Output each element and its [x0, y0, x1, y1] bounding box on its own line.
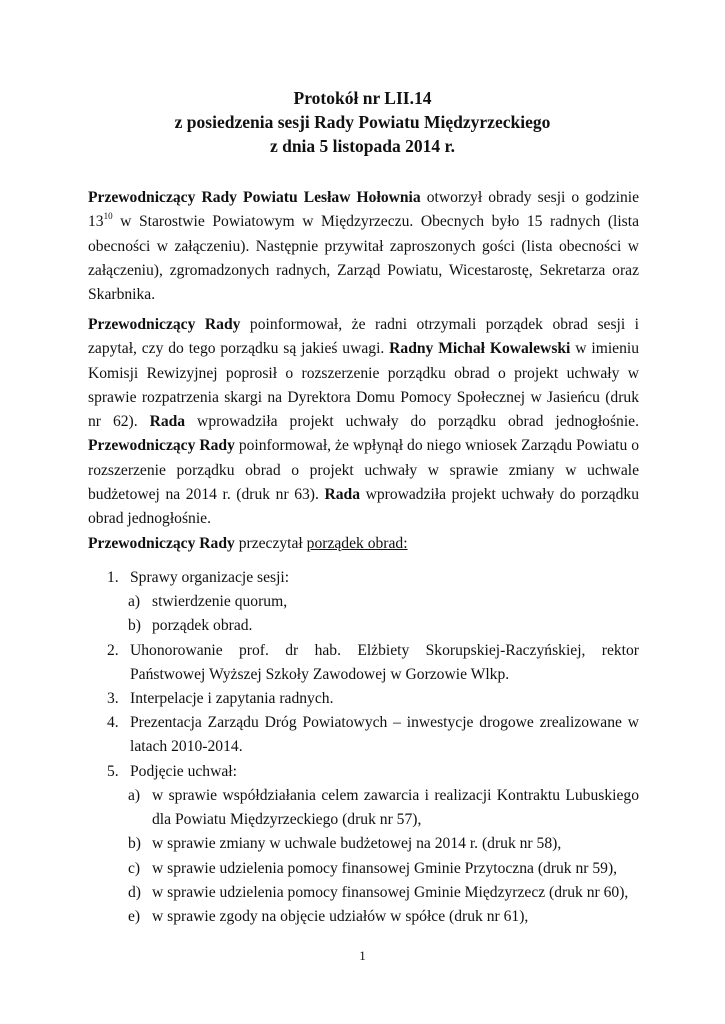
paragraph-opening: Przewodniczący Rady Powiatu Lesław Hołownia otworzył obrady sesji o godzinie $13^{10}$ w Starostwie Powiatowym w Międzyrzeczu. Obecnych było 15 radnych (lista obecności w załączeniu). Następnie przywitał zaproszonych gości (lista obecności w załączeniu), zgromadzonych radnych, Zarząd Powiatu, Wicestarostę, Sekretarza oraz Skarbnika. [88, 189, 639, 304]
sublist-label: a) [128, 593, 141, 610]
paragraph-agenda-intro: Przewodniczący Rady przeczytał porządek obrad: [88, 535, 408, 552]
list-item: Sprawy organizacje sesji: [130, 569, 290, 586]
list-number: 5. [107, 763, 119, 780]
time-minutes: 10 [103, 211, 113, 222]
list-item: Uhonorowanie prof. dr hab. Elżbiety Skorupskiej-Raczyńskiej, rektor Państwowej Wyższej Szkoły Zawodowej w Gorzowie Wlkp. [130, 642, 639, 684]
sublist-item: w sprawie udzielenia pomocy finansowej Gminie Przytoczna (druk nr 59), [152, 860, 618, 877]
sublist-item: w sprawie współdziałania celem zawarcia i realizacji Kontraktu Lubuskiego dla Powiatu Międzyrzeckiego (druk nr 57), [152, 787, 639, 829]
sublist-item: porządek obrad. [152, 617, 253, 634]
speaker-name: Przewodniczący Rady Powiatu Lesław Hołownia [88, 189, 421, 206]
list-number: 3. [107, 690, 119, 707]
document-date: z dnia 5 listopada 2014 r. [269, 136, 456, 156]
sublist-label: e) [128, 908, 141, 925]
list-item: Prezentacja Zarządu Dróg Powiatowych – inwestycje drogowe zrealizowane w latach 2010-2014. [130, 714, 639, 756]
list-item: Interpelacje i zapytania radnych. [130, 690, 334, 707]
list-number: 4. [107, 714, 119, 731]
sublist-label: b) [128, 617, 141, 634]
sublist-item: w sprawie zgody na objęcie udziałów w spółce (druk nr 61), [152, 908, 529, 925]
sublist-item: stwierdzenie quorum, [152, 593, 288, 610]
list-item: Podjęcie uchwał: [130, 763, 237, 780]
list-number: 2. [107, 642, 119, 659]
document-title: Protokół nr LII.14 [293, 88, 432, 108]
sublist-label: d) [128, 884, 141, 901]
sublist-label: c) [128, 860, 141, 877]
document-subtitle: z posiedzenia sesji Rady Powiatu Międzyrzeckiego [174, 112, 551, 132]
sublist-label: b) [128, 835, 141, 852]
paragraph-agenda-changes: Przewodniczący Rady poinformował, że radni otrzymali porządek obrad sesji i zapytał, czy do tego porządku są jakieś uwagi. Radny Michał Kowalewski w imieniu Komisji Rewizyjnej poprosił o rozszerzenie porządku obrad o projekt uchwały w sprawie rozpatrzenia skargi na Dyrektora Domu Pomocy Społecznej w Jasieńcu (druk nr 62). Rada wprowadziła projekt uchwały do porządku obrad jednogłośnie. Przewodniczący Rady poinformował, że wpłynął do niego wniosek Zarządu Powiatu o rozszerzenie porządku obrad o projekt uchwały w sprawie zmiany w uchwale budżetowej na 2014 r. (druk nr 63). Rada wprowadziła projekt uchwały do porządku obrad jednogłośnie. [88, 316, 640, 528]
page-number: 1 [359, 948, 366, 963]
sublist-label: a) [128, 787, 141, 804]
list-number: 1. [107, 569, 119, 586]
sublist-item: w sprawie zmiany w uchwale budżetowej na 2014 r. (druk nr 58), [152, 835, 562, 852]
sublist-item: w sprawie udzielenia pomocy finansowej Gminie Międzyrzecz (druk nr 60), [152, 884, 629, 901]
